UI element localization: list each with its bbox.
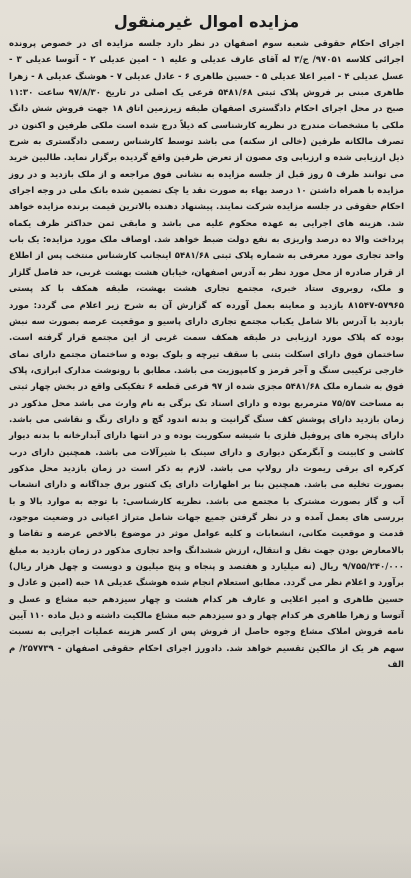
- notice-body-text: اجرای احکام حقوقی شعبه سوم اصفهان در نظر دارد جلسه مزایده ای در خصوص پرونده اجرائی کلاسه ۹۷۰۵۱/ ج/۳ له آقای عارف عدیلی و علیه ۱ - امین عدیلی ۲ - آتوسا عدیلی ۳ - عسل عدیلی ۴ - امیر اعلا عدیلی ۵ - حسین طاهری ۶ - عادل عدیلی ۷ - هوشنگ عدیلی ۸ - زهرا طاهری مبنی بر فروش پلاک ثبتی ۵۴۸۱/۶۸ فرعی یک اصلی در تاریخ ۹۷/۸/۳۰ ساعت ۱۱:۳۰ صبح در محل اجرای احکام دادگستری اصفهان طبقه زیرزمین اتاق ۱۸ جهت فروش شش دانگ ملکی با مشخصات مندرج در نظریه کارشناسی که ذیلاً درج شده است ملکی طرفین و اکنون در تصرف مالکانه طرفین (خالی از سکنه) می باشد توسط کارشناس رسمی دادگستری به شرح ذیل ارزیابی شده و ارزیابی وی مصون از تعرض طرفین واقع گردیده برگزار نماید. طالبین خرید می توانند ظرف ۵ روز قبل از جلسه مزایده به نشانی فوق مراجعه و از ملک بازدید و در روز مزایده با همراه داشتن ۱۰ درصد بهاء به صورت نقد یا چک تضمین شده بانک ملی در وجه اجرای احکام حقوقی در جلسه مزایده شرکت نمایند. پیشنهاد دهنده بالاترین قیمت برنده مزایده خواهد شد. هزینه های اجرایی به عهده محکوم علیه می باشد و مابقی ثمن حداکثر ظرف یکماه پرداخت والا ده درصد واریزی به نفع دولت ضبط خواهد شد. اوصاف ملک مورد مزایده: یک باب واحد تجاری مورد معرفی به شماره پلاک ثبتی ۵۴۸۱/۶۸ اینجانب کارشناس منتخب پس از اطلاع از قرار صادره از محل مورد نظر به آدرس اصفهان، خیابان هشت بهشت غربی، حد فاصل گلزار و ملک، روبروی ستاد خبری، مجتمع تجاری هشت بهشت، طبقه همکف با کد پستی ۵۷۹۶۵-۸۱۵۴۷ بازدید و معاینه بعمل آورده که گزارش آن به شرح زیر اعلام می گردد: مورد بازدید با آدرس بالا شامل یکباب مجتمع تجاری دارای پاسیو و موقعیت عرصه بصورت سه نبش بوده که پلاک مورد ارزیابی در طبقه همکف سمت غربی از این مجتمع قرار گرفته است. ساختمان فوق دارای اسکلت بتنی با سقف تیرچه و بلوک بوده و ساختمان مجتمع دارای نمای خارجی ترکیبی سنگ و آجر قرمز و کامپوزیت می باشد. مطابق با رونوشت مدارک ابرازی، پلاک فوق به شماره ملک ۵۴۸۱/۶۸ مجزی شده از ۹۷ فرعی قطعه ۶ تفکیکی واقع در بخش چهار ثبتی به مساحت ۷۵/۵۷ مترمربع بوده و دارای اسناد تک برگی به نام وارث می باشد محل مذکور در زمان بازدید دارای پوشش کف سنگ گرانیت و بدنه اندود گچ و دارای رنگ و نقاشی می باشد. دارای پنجره های پروفیل فلزی با شیشه سکوریت بوده و در انتها دارای آبدارخانه با بدنه دیوار کاشی و کابینت و آبگرمکن دیواری و دارای سینک با شیرآلات می باشد. همچنین دارای درب کرکره ای برقی ریموت دار رولاپ می باشد. لازم به ذکر است در زمان بازدید محل مذکور بصورت تخلیه می باشد. همچنین بنا بر اظهارات دارای یک کنتور برق جداگانه و دارای انشعاب آب و گاز بصورت مشترک با مجتمع می باشد. نظریه کارشناسی: با توجه به موارد بالا و با بررسی های بعمل آمده و در نظر گرفتن جمیع جهات شامل متراژ اعیانی در وضعیت موجود، قدمت و موقعیت مکانی، انشعابات و کلیه عوامل موثر در موضوع بالاخص عرضه و تقاضا و بالامعارض بودن جهت نقل و انتقال، ارزش ششدانگ واحد تجاری مذکور در زمان بازدید به مبلغ ۹/۷۵۵/۲۴۰/۰۰۰ ریال (نه میلیارد و هفتصد و پنجاه و پنج میلیون و دویست و چهل هزار ریال) برآورد و اعلام نظر می گردد. مطابق استعلام انجام شده هوشنگ عدیلی ۱۸ حبه (امین و عادل و حسین طاهری و امیر اعلایی و عارف هر کدام هشت و چهار سیزدهم حبه مشاع و عسل و آتوسا و زهرا طاهری هر کدام چهار و دو سیزدهم حبه مشاع مالکیت داشته و ذیل ماده ۱۱۰ آیین نامه فروش املاک مشاع وجوه حاصل از فروش پس از کسر هزینه عملیات اجرایی به نسبت سهم هر یک از مالکین تقسیم خواهد شد. دادورز اجرای احکام حقوقی اصفهان - ۲۵۷۷۳۹/ م الف: [8, 39, 405, 671]
- notice-body: [9, 36, 404, 673]
- print-shadow: [0, 838, 411, 878]
- notice-title: مزایده اموال غیرمنقول: [113, 12, 300, 31]
